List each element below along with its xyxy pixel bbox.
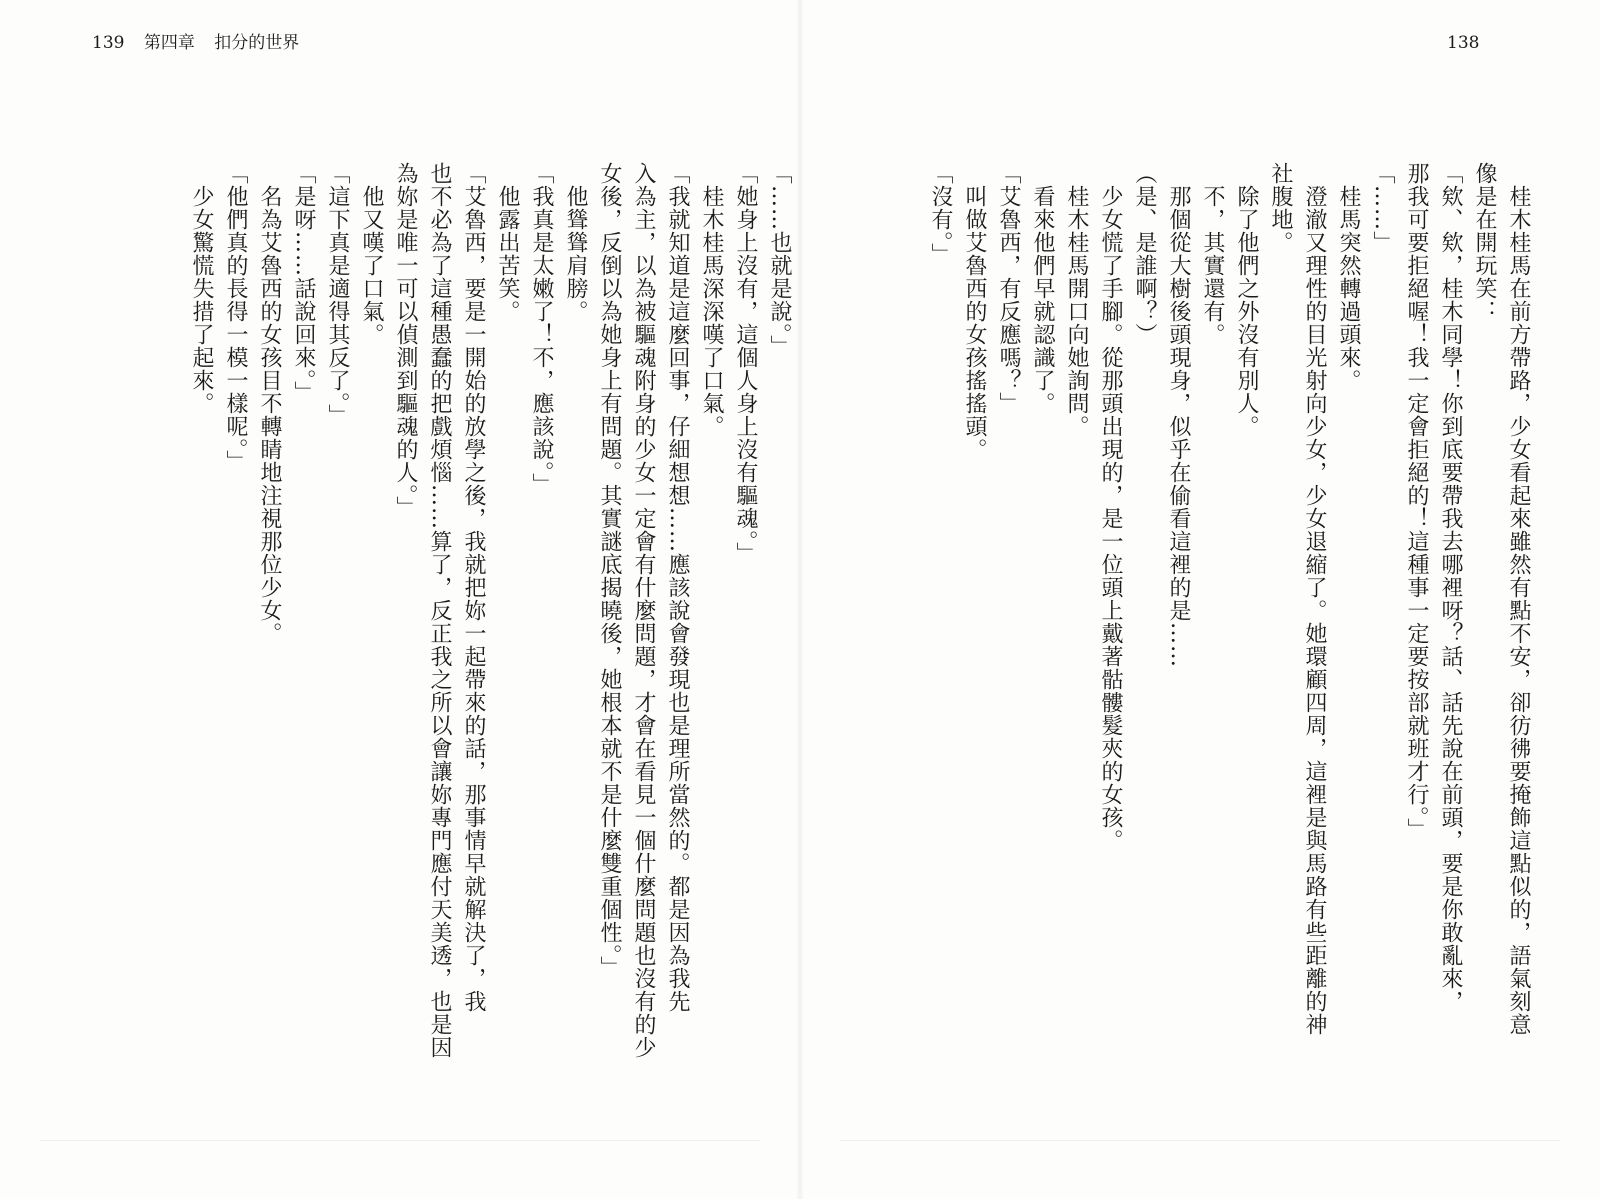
text-column: 桂木桂馬深深嘆了口氣。	[699, 162, 724, 438]
text-column: 「……也就是說。」	[767, 162, 792, 358]
text-column: 女後，反倒以為她身上有問題。其實謎底揭曉後，她根本就不是什麼雙重個性。」	[597, 162, 622, 979]
text-column: 他露出苦笑。	[495, 162, 520, 323]
text-column: 少女驚慌失措了起來。	[189, 162, 214, 415]
text-column: 澄澈又理性的目光射向少女，少女退縮了。她環顧四周，這裡是與馬路有些距離的神	[1302, 162, 1327, 1036]
text-column: 社腹地。	[1268, 162, 1293, 254]
left-page-body	[96, 162, 796, 1162]
text-column: 「是呀……話說回來。」	[291, 162, 316, 404]
text-column: 那個從大樹後頭現身，似乎在偷看這裡的是……	[1166, 162, 1191, 668]
text-column: 桂馬突然轉過頭來。	[1336, 162, 1361, 392]
text-column: 「沒有。」	[928, 162, 953, 266]
text-column: 那我可要拒絕喔！我一定會拒絕的！這種事一定要按部就班才行。」	[1404, 162, 1429, 841]
left-page-number: 139	[92, 33, 125, 53]
text-column: （是、是誰啊？）	[1132, 162, 1157, 346]
text-column: 也不必為了這種愚蠢的把戲煩惱……算了，反正我之所以會讓妳專門應付天美透，也是因	[427, 162, 452, 1059]
text-column: 除了他們之外沒有別人。	[1234, 162, 1259, 438]
book-gutter	[796, 0, 804, 1199]
text-column: 看來他們早就認識了。	[1030, 162, 1055, 415]
text-column: 「這下真是適得其反了。」	[325, 162, 350, 427]
text-column: 「我就知道是這麼回事，仔細想想……應該說會發現也是理所當然的。都是因為我先	[665, 162, 690, 1013]
text-column: 「欸、欸，桂木同學！你到底要帶我去哪裡呀？話、話先說在前頭，要是你敢亂來，	[1438, 162, 1463, 1013]
text-column: 「艾魯西，有反應嗎？」	[996, 162, 1021, 415]
text-column: 少女慌了手腳。從那頭出現的，是一位頭上戴著骷髏髮夾的女孩。	[1098, 162, 1123, 852]
text-column: 他聳聳肩膀。	[563, 162, 588, 323]
text-column: 名為艾魯西的女孩目不轉睛地注視那位少女。	[257, 162, 282, 645]
text-column: 像是在開玩笑：	[1472, 162, 1497, 323]
chapter-title: 扣分的世界	[214, 33, 300, 53]
right-page-body	[905, 162, 1535, 1162]
text-column: 「他們真的長得一模一樣呢。」	[223, 162, 248, 473]
right-page-number: 138	[1447, 33, 1480, 53]
text-column: 不，其實還有。	[1200, 162, 1225, 346]
text-column: 桂木桂馬在前方帶路，少女看起來雖然有點不安，卻彷彿要掩飾這點似的，語氣刻意	[1506, 162, 1531, 1036]
left-running-head	[92, 30, 313, 56]
text-column: 叫做艾魯西的女孩搖搖頭。	[962, 162, 987, 461]
text-column: 「……」	[1370, 162, 1395, 254]
chapter-number: 第四章	[143, 33, 195, 53]
text-column: 「我真是太嫩了！不，應該說。」	[529, 162, 554, 496]
text-column: 他又嘆了口氣。	[359, 162, 384, 346]
text-column: 「艾魯西，要是一開始的放學之後，我就把妳一起帶來的話，那事情早就解決了，我	[461, 162, 486, 1013]
text-column: 入為主，以為被驅魂附身的少女一定會有什麼問題，才會在看見一個什麼問題也沒有的少	[631, 162, 656, 1059]
text-column: 桂木桂馬開口向她詢問。	[1064, 162, 1089, 438]
text-column: 「她身上沒有，這個人身上沒有驅魂。」	[733, 162, 758, 565]
text-column: 為妳是唯一可以偵測到驅魂的人。」	[393, 162, 418, 519]
